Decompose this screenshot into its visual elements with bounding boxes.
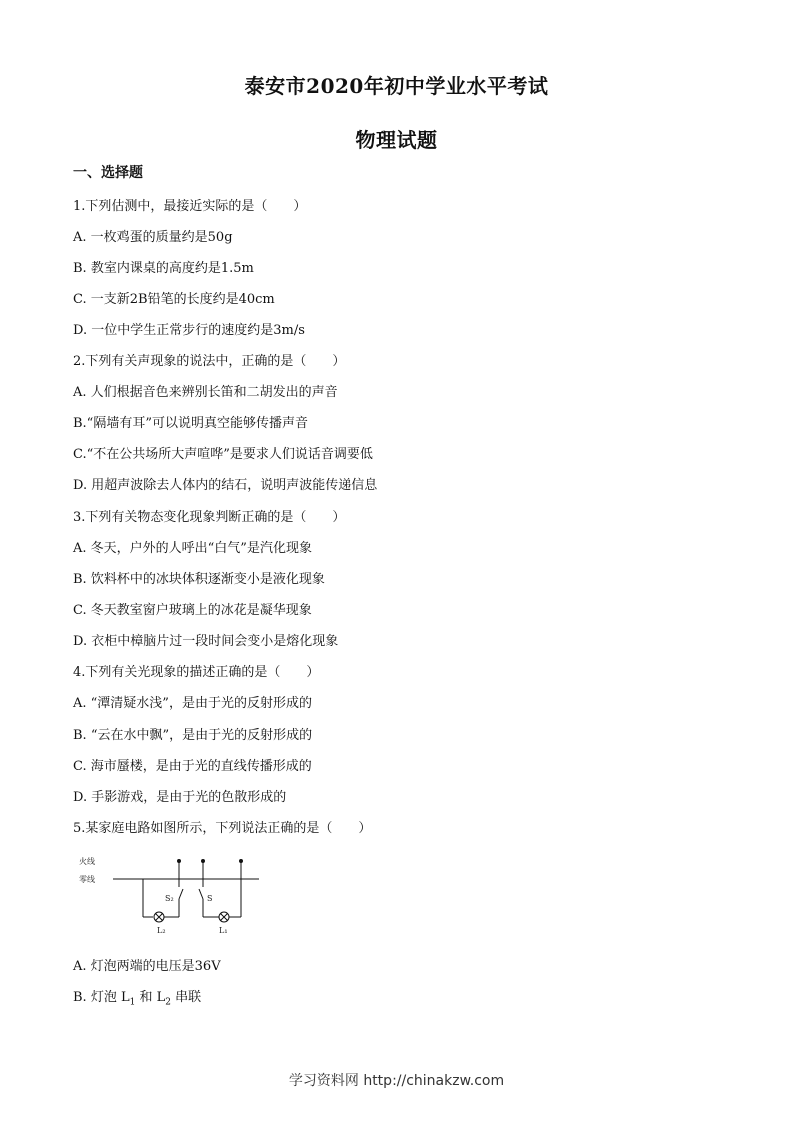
footer-watermark: 学习资料网 http://chinakzw.com	[288, 1073, 505, 1089]
question-2-option-d: D. 用超声波除去人体内的结石，说明声波能传递信息	[73, 478, 378, 493]
exam-title: 泰安市2020年初中学业水平考试	[244, 74, 549, 98]
question-3-option-b: B. 饮料杯中的冰块体积逐渐变小是液化现象	[73, 572, 325, 587]
question-1-option-d: D. 一位中学生正常步行的速度约是3m/s	[73, 323, 305, 338]
question-4-option-d: D. 手影游戏，是由于光的色散形成的	[73, 790, 287, 805]
question-1-option-c: C. 一支新2B铅笔的长度约是40cm	[73, 292, 275, 307]
live-wire-label: 火线	[79, 857, 95, 866]
question-5-stem: 5.某家庭电路如图所示，下列说法正确的是（ ）	[73, 821, 372, 836]
question-4-option-c: C. 海市蜃楼，是由于光的直线传播形成的	[73, 759, 312, 774]
question-3-option-c: C. 冬天教室窗户玻璃上的冰花是凝华现象	[73, 603, 312, 618]
exam-subtitle: 物理试题	[355, 128, 438, 152]
switch-s-icon	[199, 889, 203, 899]
neutral-wire-label: 零线	[79, 875, 95, 884]
question-1-option-b: B. 教室内课桌的高度约是1.5m	[73, 261, 254, 276]
question-2-option-b: B.“隔墙有耳”可以说明真空能够传播声音	[73, 416, 308, 431]
question-3-stem: 3.下列有关物态变化现象判断正确的是（ ）	[73, 510, 346, 525]
question-2-stem: 2.下列有关声现象的说法中，正确的是（ ）	[73, 354, 346, 369]
question-3-option-a: A. 冬天，户外的人呼出“白气”是汽化现象	[73, 541, 312, 556]
question-2-option-a: A. 人们根据音色来辨别长笛和二胡发出的声音	[73, 385, 338, 400]
circuit-diagram	[73, 853, 273, 939]
question-1-option-a: A. 一枚鸡蛋的质量约是50g	[73, 230, 233, 245]
switch-s2-label: S₂	[165, 894, 174, 903]
lamp-l1-label: L₁	[219, 926, 228, 935]
lamp-l2-label: L₂	[157, 926, 166, 935]
question-3-option-d: D. 衣柜中樟脑片过一段时间会变小是熔化现象	[73, 634, 339, 649]
question-2-option-c: C.“不在公共场所大声喧哗”是要求人们说话音调要低	[73, 447, 373, 462]
switch-s-label: S	[207, 894, 213, 903]
section-heading: 一、选择题	[73, 165, 143, 181]
question-5-option-a: A. 灯泡两端的电压是36V	[73, 959, 221, 974]
switch-s2-icon	[179, 889, 183, 899]
question-4-option-b: B. “云在水中飘”，是由于光的反射形成的	[73, 728, 313, 743]
question-4-stem: 4.下列有关光现象的描述正确的是（ ）	[73, 665, 320, 680]
question-1-stem: 1.下列估测中，最接近实际的是（ ）	[73, 199, 307, 214]
question-4-option-a: A. “潭清疑水浅”，是由于光的反射形成的	[73, 696, 312, 711]
question-5-option-b: B. 灯泡 $L_1$ 和 $L_2$ 串联	[73, 990, 202, 1008]
